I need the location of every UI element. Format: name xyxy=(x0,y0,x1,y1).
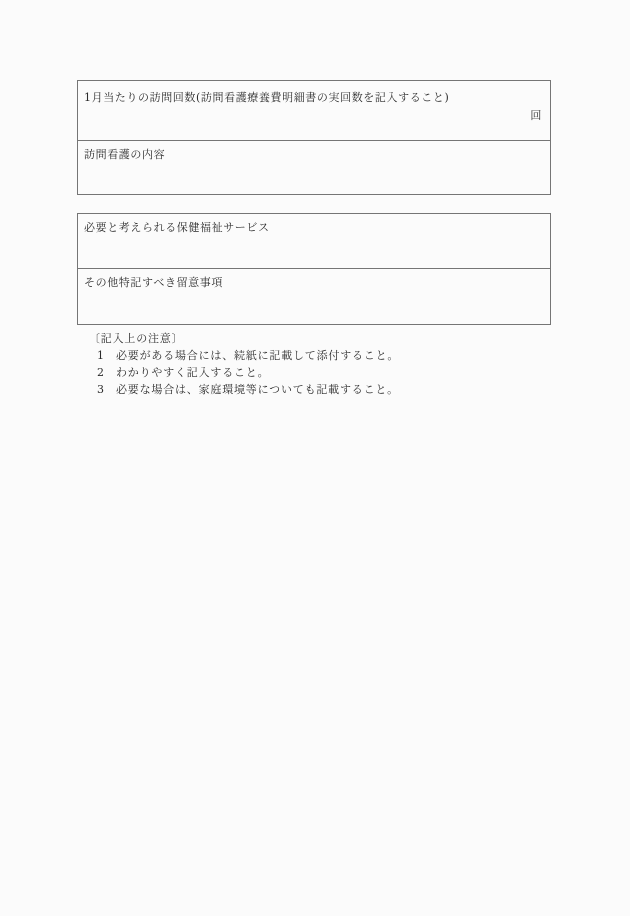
remarks-cell xyxy=(78,269,550,324)
note-3-text: 必要な場合は、家庭環境等についても記載すること。 xyxy=(116,383,399,396)
welfare-services-cell xyxy=(78,214,550,269)
visits-per-month-label: 1月当たりの訪問回数(訪問看護療養費明細書の実回数を記入すること) xyxy=(84,91,450,104)
note-3-number: 3 xyxy=(97,383,105,396)
visit-info-table xyxy=(77,80,551,195)
note-item-2 xyxy=(97,364,399,381)
visits-count-line xyxy=(84,108,544,123)
note-item-1 xyxy=(97,347,399,364)
notes-section xyxy=(89,330,399,398)
notes-header: 〔記入上の注意〕 xyxy=(89,332,184,345)
nursing-content-label: 訪問看護の内容 xyxy=(84,148,166,161)
welfare-services-label: 必要と考えられる保健福祉サービス xyxy=(84,221,270,234)
note-1-text: 必要がある場合には、続紙に記載して添付すること。 xyxy=(116,349,400,362)
visits-per-month-cell xyxy=(78,81,550,141)
note-item-3 xyxy=(97,381,399,398)
services-remarks-table xyxy=(77,213,551,325)
note-1-number: 1 xyxy=(97,349,105,362)
note-2-text: わかりやすく記入すること。 xyxy=(116,366,270,379)
nursing-content-cell xyxy=(78,141,550,194)
visits-count-field xyxy=(500,118,530,119)
remarks-label: その他特記すべき留意事項 xyxy=(84,276,223,289)
note-2-number: 2 xyxy=(97,366,105,379)
visits-count-unit: 回 xyxy=(530,109,542,122)
